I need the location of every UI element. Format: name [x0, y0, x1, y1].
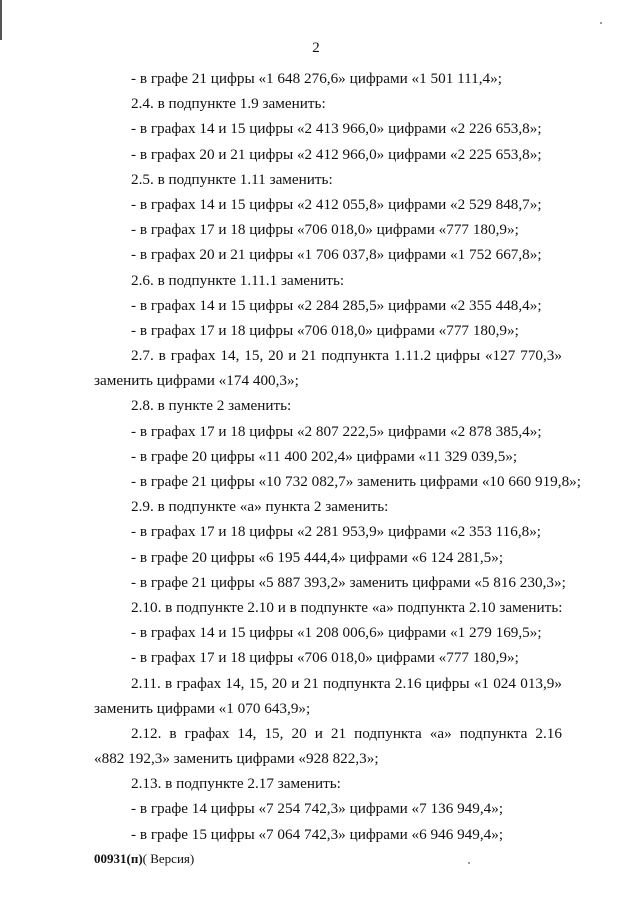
- text-line: - в графах 14 и 15 цифры «2 413 966,0» цифрами «2 226 653,8»;: [131, 120, 542, 138]
- text-line: 2.13. в подпункте 2.17 заменить:: [131, 775, 341, 793]
- text-line: - в графе 21 цифры «10 732 082,7» заменить цифрами «10 660 919,8»;: [131, 473, 581, 490]
- text-line: - в графах 17 и 18 цифры «706 018,0» цифрами «777 180,9»;: [131, 321, 519, 339]
- text-line: - в графах 14 и 15 цифры «2 412 055,8» цифрами «2 529 848,7»;: [131, 195, 542, 213]
- text-line: - в графах 17 и 18 цифры «2 807 222,5» цифрами «2 878 385,4»;: [131, 422, 542, 440]
- text-line: «882 192,3» заменить цифрами «928 822,3»;: [94, 750, 379, 768]
- text-line: 2.7. в графах 14, 15, 20 и 21 подпункта 1.11.2 цифры «127 770,3»: [131, 347, 562, 365]
- text-line: 2.9. в подпункте «а» пункта 2 заменить:: [131, 498, 389, 516]
- document-body: [94, 66, 581, 847]
- scan-speck: [600, 22, 602, 24]
- text-line: - в графе 21 цифры «5 887 393,2» заменить цифрами «5 816 230,3»;: [131, 573, 566, 591]
- text-line: - в графах 17 и 18 цифры «2 281 953,9» цифрами «2 353 116,8»;: [131, 523, 542, 541]
- text-line: 2.4. в подпункте 1.9 заменить:: [131, 95, 326, 113]
- text-line: 2.12. в графах 14, 15, 20 и 21 подпункта «а» подпункта 2.16: [131, 724, 562, 742]
- text-line: заменить цифрами «174 400,3»;: [94, 372, 299, 390]
- text-line: 2.8. в пункте 2 заменить:: [131, 397, 292, 415]
- text-line: 2.6. в подпункте 1.11.1 заменить:: [131, 271, 345, 289]
- text-line: - в графе 15 цифры «7 064 742,3» цифрами «6 946 949,4»;: [131, 825, 504, 843]
- document-footer: [94, 851, 194, 867]
- text-line: - в графах 14 и 15 цифры «1 208 006,6» цифрами «1 279 169,5»;: [131, 624, 542, 642]
- scan-edge-mark: [0, 0, 2, 40]
- document-version: ( Версия): [142, 851, 195, 866]
- scan-speck: [468, 862, 470, 864]
- text-line: заменить цифрами «1 070 643,9»;: [94, 699, 311, 717]
- document-code: 00931(п): [94, 851, 143, 866]
- page-number: 2: [312, 40, 320, 56]
- text-line: 2.11. в графах 14, 15, 20 и 21 подпункта 2.16 цифры «1 024 013,9»: [131, 674, 562, 692]
- text-line: - в графах 20 и 21 цифры «2 412 966,0» цифрами «2 225 653,8»;: [131, 145, 542, 163]
- text-line: - в графах 17 и 18 цифры «706 018,0» цифрами «777 180,9»;: [131, 221, 519, 239]
- text-line: - в графе 20 цифры «6 195 444,4» цифрами «6 124 281,5»;: [131, 548, 504, 566]
- text-line: 2.10. в подпункте 2.10 и в подпункте «а» подпункта 2.10 заменить:: [131, 598, 563, 616]
- text-line: - в графах 20 и 21 цифры «1 706 037,8» цифрами «1 752 667,8»;: [131, 246, 542, 264]
- text-line: - в графах 14 и 15 цифры «2 284 285,5» цифрами «2 355 448,4»;: [131, 296, 542, 314]
- text-line: 2.5. в подпункте 1.11 заменить:: [131, 170, 333, 188]
- text-line: - в графе 14 цифры «7 254 742,3» цифрами «7 136 949,4»;: [131, 800, 504, 818]
- text-line: - в графе 20 цифры «11 400 202,4» цифрами «11 329 039,5»;: [131, 447, 518, 465]
- text-line: - в графах 17 и 18 цифры «706 018,0» цифрами «777 180,9»;: [131, 649, 519, 667]
- text-line: - в графе 21 цифры «1 648 276,6» цифрами «1 501 111,4»;: [131, 70, 502, 87]
